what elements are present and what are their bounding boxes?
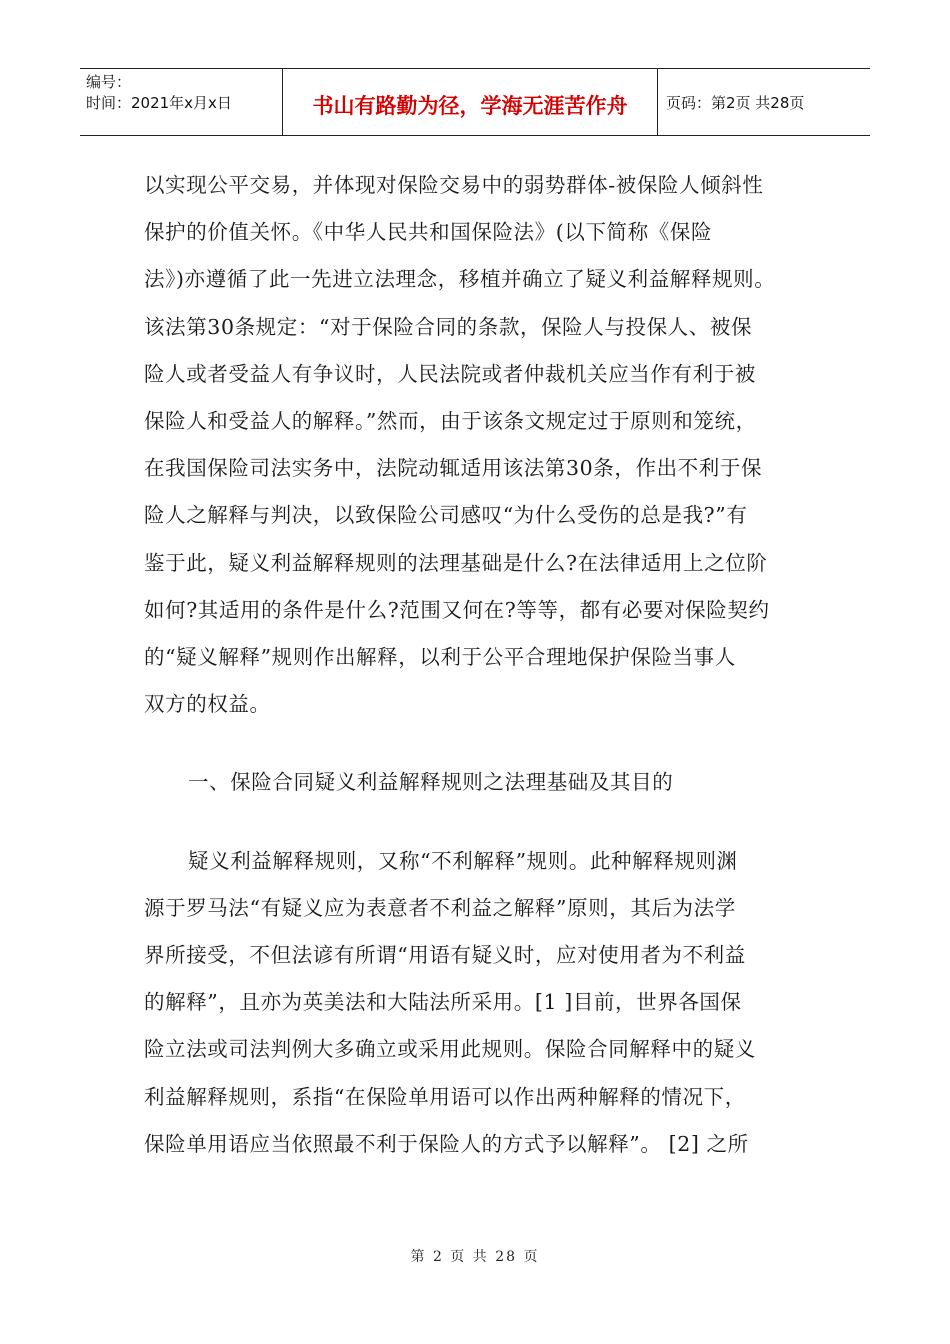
text-line: 疑义利益解释规则，又称“不利解释”规则。此种解释规则渊 (188, 848, 738, 873)
document-date-label: 时间：2021年x月x日 (86, 94, 232, 112)
text-line: 保护的价值关怀。《中华人民共和国保险法》(以下简称《保险 (144, 220, 713, 245)
text-line: 界所接受，不但法谚有所谓“用语有疑义时，应对使用者为不利益 (144, 943, 746, 968)
text-line: 险立法或司法判例大多确立或采用此规则。保险合同解释中的疑义 (144, 1037, 756, 1062)
text-line: 该法第30条规定：“对于保险合同的条款，保险人与投保人、被保 (144, 314, 753, 339)
text-line: 保险单用语应当依照最不利于保险人的方式予以解释”。 [2] 之所 (144, 1131, 749, 1156)
text-line: 的解释”，且亦为英美法和大陆法所采用。[1 ]目前，世界各国保 (144, 990, 742, 1015)
paragraph-2 (144, 838, 834, 1168)
text-line: 险人之解释与判决，以致保险公司感叹“为什么受伤的总是我?”有 (144, 503, 748, 528)
text-line: 在我国保险司法实务中，法院动辄适用该法第30条，作出不利于保 (144, 456, 763, 481)
paragraph-gap (144, 728, 834, 759)
text-line: 以实现公平交易，并体现对保险交易中的弱势群体-被保险人倾斜性 (144, 173, 764, 197)
header-motto: 书山有路勤为径，学海无涯苦作舟 (283, 69, 658, 135)
paragraph-gap (144, 807, 834, 838)
text-line: 的“疑义解释”规则作出解释，以利于公平合理地保护保险当事人 (144, 645, 736, 670)
section-heading: 一、保险合同疑义利益解释规则之法理基础及其目的 (188, 770, 674, 795)
page-header (80, 68, 870, 136)
header-page-info: 页码：第2页 共28页 (666, 93, 805, 112)
text-line: 双方的权益。 (144, 692, 271, 717)
document-body (144, 162, 834, 1168)
document-number-label: 编号： (86, 73, 132, 91)
page-footer: 第 2 页 共 28 页 (410, 1249, 540, 1265)
text-line: 鉴于此，疑义利益解释规则的法理基础是什么?在法律适用上之位阶 (144, 550, 768, 575)
text-line: 如何?其适用的条件是什么?范围又何在?等等，都有必要对保险契约 (144, 597, 770, 622)
text-line: 险人或者受益人有争议时，人民法院或者仲裁机关应当作有利于被 (144, 361, 756, 386)
text-line: 利益解释规则，系指“在保险单用语可以作出两种解释的情况下， (144, 1084, 746, 1109)
header-meta (80, 69, 283, 135)
text-line: 法》)亦遵循了此一先进立法理念，移植并确立了疑义利益解释规则。 (144, 267, 776, 292)
paragraph-1 (144, 162, 834, 728)
text-line: 保险人和受益人的解释。”然而，由于该条文规定过于原则和笼统， (144, 409, 757, 434)
text-line: 源于罗马法“有疑义应为表意者不利益之解释”原则，其后为法学 (144, 895, 736, 920)
